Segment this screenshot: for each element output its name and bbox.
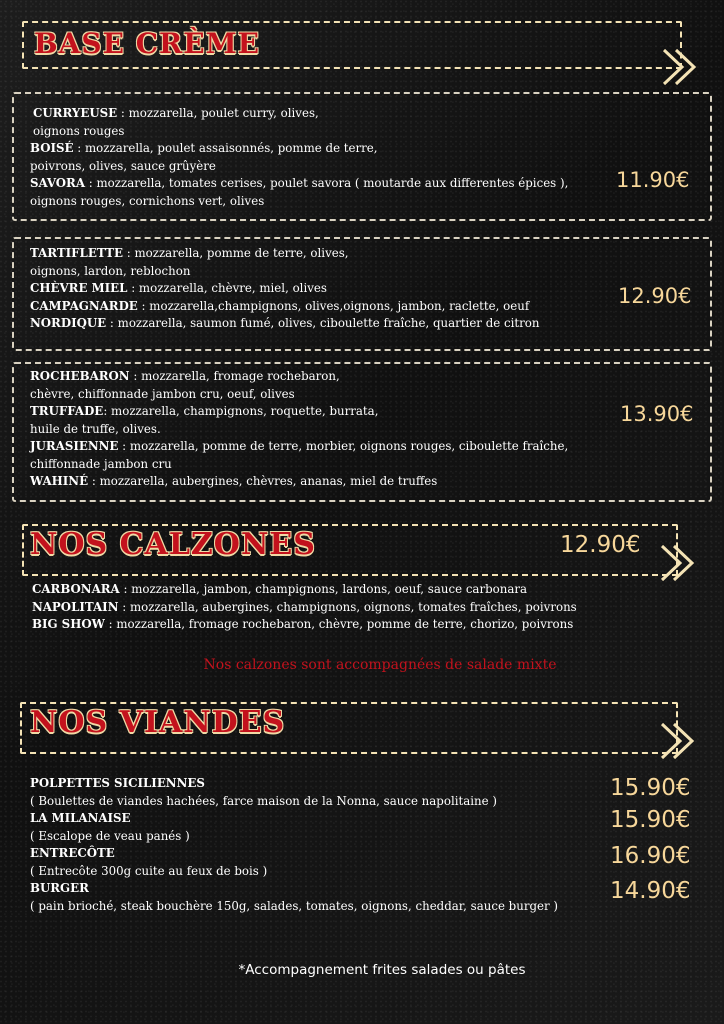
price-entrecote: 16.90€ xyxy=(610,843,691,869)
menu-item: CURRYEUSE : mozzarella, poulet curry, olives, oignons rouges xyxy=(33,106,319,138)
price-group-3: 13.90€ xyxy=(620,402,694,426)
menu-item: BIG SHOW : mozzarella, fromage rochebaron, chèvre, pomme de terre, chorizo, poivrons xyxy=(32,617,574,631)
price-group-2: 12.90€ xyxy=(618,284,692,308)
menu-item: CAMPAGNARDE : mozzarella,champignons, olives,oignons, jambon, raclette, oeuf xyxy=(30,298,530,313)
menu-item: NAPOLITAIN : mozzarella, aubergines, champignons, oignons, tomates fraîches, poivrons xyxy=(32,599,577,614)
calzones-price: 12.90€ xyxy=(560,532,641,558)
viandes-banner xyxy=(0,690,724,770)
price-group-1: 11.90€ xyxy=(616,168,690,192)
menu-group-1-items xyxy=(30,105,590,210)
price-burger: 14.90€ xyxy=(610,878,691,904)
menu-group-2-items xyxy=(30,245,590,333)
menu-item-desc: ( Escalope de veau panés ) xyxy=(30,828,190,843)
menu-item-name: LA MILANAISE xyxy=(30,811,131,825)
menu-item-name: ENTRECÔTE xyxy=(30,846,115,860)
menu-item-name: BURGER xyxy=(30,881,89,895)
menu-item: SAVORA : mozzarella, tomates cerises, poulet savora ( moutarde aux differentes épices ), oignons rouges, cornichons vert, olives xyxy=(30,176,569,208)
section-title-calzones: NOS CALZONES xyxy=(30,527,316,562)
menu-group-3-items xyxy=(30,368,600,491)
double-chevron-right-icon xyxy=(656,718,702,764)
menu-item: CARBONARA : mozzarella, jambon, champignons, lardons, oeuf, sauce carbonara xyxy=(32,582,528,596)
calzones-note: Nos calzones sont accompagnées de salade mixte xyxy=(203,657,557,673)
menu-item: ROCHEBARON : mozzarella, fromage rochebaron, chèvre, chiffonnade jambon cru, oeuf, olives xyxy=(30,369,340,401)
menu-item-desc: ( Entrecôte 300g cuite au feux de bois ) xyxy=(30,863,268,878)
section-title-base-creme: BASE CRÈME xyxy=(34,27,260,60)
menu-item: TRUFFADE: mozzarella, champignons, roquette, burrata, huile de truffe, olives. xyxy=(30,404,379,436)
menu-item-desc: ( Boulettes de viandes hachées, farce maison de la Nonna, sauce napolitaine ) xyxy=(30,793,497,808)
menu-item: CHÈVRE MIEL : mozzarella, chèvre, miel, olives xyxy=(30,281,327,295)
calzones-items xyxy=(32,581,632,634)
double-chevron-right-icon xyxy=(658,44,704,90)
menu-item: WAHINÉ : mozzarella, aubergines, chèvres, ananas, miel de truffes xyxy=(30,474,438,488)
menu-item-name: POLPETTES SICILIENNES xyxy=(30,776,205,790)
menu-item: NORDIQUE : mozzarella, saumon fumé, olives, ciboulette fraîche, quartier de citron xyxy=(30,316,540,330)
menu-item: TARTIFLETTE : mozzarella, pomme de terre, olives, oignons, lardon, reblochon xyxy=(30,246,349,278)
viandes-items xyxy=(30,775,590,915)
base-creme-banner xyxy=(0,0,724,100)
menu-item-desc: ( pain brioché, steak bouchère 150g, salades, tomates, oignons, cheddar, sauce burger ) xyxy=(30,898,558,913)
price-polpettes: 15.90€ xyxy=(610,775,691,801)
menu-item: JURASIENNE : mozzarella, pomme de terre, morbier, oignons rouges, ciboulette fraîche, chiffonnade jambon cru xyxy=(30,439,569,471)
footnote-accompagnement: *Accompagnement frites salades ou pâtes xyxy=(238,962,526,978)
menu-item: BOISÉ : mozzarella, poulet assaisonnés, pomme de terre, poivrons, olives, sauce grûyère xyxy=(30,141,378,173)
double-chevron-right-icon xyxy=(656,540,702,586)
price-milanaise: 15.90€ xyxy=(610,807,691,833)
calzones-banner xyxy=(0,510,724,590)
section-title-viandes: NOS VIANDES xyxy=(30,705,286,740)
